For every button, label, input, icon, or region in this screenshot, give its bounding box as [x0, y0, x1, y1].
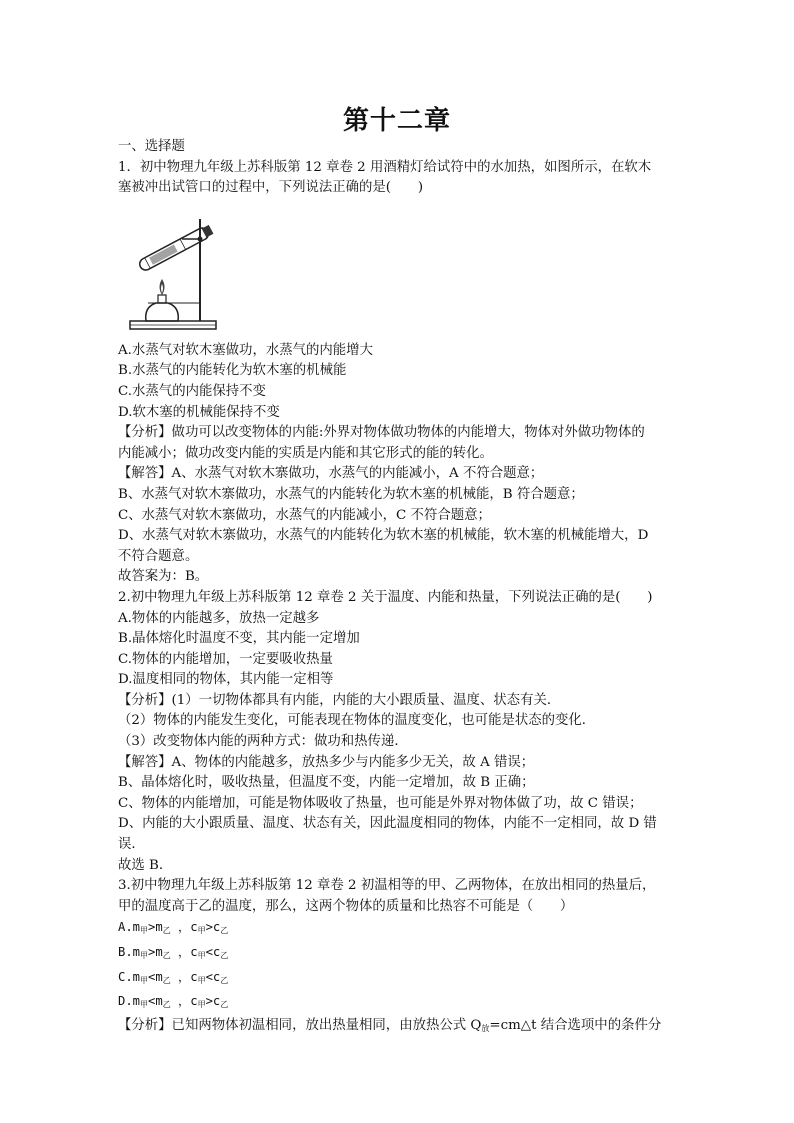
q2-answer-line3: C、物体的内能增加，可能是物体吸收了热量，也可能是外界对物体做了功，故 C 错误； — [118, 795, 643, 811]
q3-stem-line2: 甲的温度高于乙的温度，那么，这两个物体的质量和比热容不可能是（ ） — [118, 898, 574, 914]
q2-option-a: A.物体的内能越多，放热一定越多 — [118, 610, 320, 626]
q3-option-d: $D.m_甲<m_乙$ ，$c_甲>c_乙$ — [118, 994, 229, 1010]
q2-answer-line2: B、晶体熔化时，吸收热量，但温度不变，内能一定增加，故 B 正确； — [118, 775, 535, 791]
q3-option-a: $A.m_甲>m_乙$ ，$c_甲>c_乙$ — [118, 920, 229, 936]
test-tube-heating-figure — [118, 199, 684, 341]
q3-option-b: $B.m_甲>m_乙$ ，$c_甲<c_乙$ — [118, 945, 229, 960]
chapter-title: 第十二章 — [342, 106, 451, 136]
q3-option-c: $C.m_甲<m_乙$ ，$c_甲<c_乙$ — [118, 969, 229, 985]
q2-stem: 2.初中物理九年级上苏科版第 12 章卷 2 关于温度、内能和热量，下列说法正确的是( ) — [118, 589, 653, 605]
q1-option-a: A.水蒸气对软木塞做功，水蒸气的内能增大 — [118, 342, 373, 358]
q2-answer-line1: 【解答】A、物体的内能越多，放热多少与内能多少无关，故 A 错误； — [118, 754, 535, 770]
q1-answer-line4: D、水蒸气对软木寨做功，水蒸气的内能转化为软木塞的机械能，软木塞的机械能增大，D — [118, 528, 649, 544]
q3-stem-line1: 3.初中物理九年级上苏科版第 12 章卷 2 初温相等的甲、乙两物体，在放出相同的热量后， — [118, 878, 656, 894]
q1-answer-line5: 不符合题意。 — [118, 548, 199, 564]
q2-analysis-line2: （2）物体的内能发生变化，可能表现在物体的温度变化，也可能是状态的变化． — [118, 713, 596, 729]
document-body — [118, 137, 684, 1039]
q1-stem-line1: 1．初中物理九年级上苏科版第 12 章卷 2 用酒精灯给试符中的水加热，如图所示，在软木 — [118, 159, 652, 175]
q1-answer-line2: B、水蒸气对软木寨做功，水蒸气的内能转化为软木塞的机械能，B 符合题意； — [118, 486, 584, 502]
q2-final-answer: 故选 B． — [118, 857, 173, 873]
q1-option-c: C.水蒸气的内能保持不变 — [118, 383, 266, 399]
q3-analysis-line1: 【分析】已知两物体初温相同，放出热量相同，由放热公式 $Q_放=cm\triangle t$ 结合选项中的条件分 — [118, 1017, 662, 1033]
q2-answer-line5: 误． — [118, 837, 145, 853]
q2-option-c: C.物体的内能增加，一定要吸收热量 — [118, 651, 333, 667]
section-heading: 一、选择题 — [118, 139, 185, 154]
q1-answer-line3: C、水蒸气对软木寨做功，水蒸气的内能减小，C 不符合题意； — [118, 507, 491, 523]
q1-option-d: D.软木塞的机械能保持不变 — [118, 404, 280, 420]
q1-final-answer: 故答案为：B。 — [118, 569, 209, 585]
q2-answer-line4: D、内能的大小跟质量、温度、状态有关，因此温度相同的物体，内能不一定相同，故 D 错 — [118, 816, 657, 832]
q2-option-b: B.晶体熔化时温度不变，其内能一定增加 — [118, 631, 360, 647]
q2-analysis-line1: 【分析】(1）一切物体都具有内能，内能的大小跟质量、温度、状态有关． — [118, 692, 561, 708]
q1-stem-line2: 塞被冲出试管口的过程中，下列说法正确的是( ) — [118, 180, 424, 196]
q1-answer-line1: 【解答】A、水蒸气对软木寨做功，水蒸气的内能减小，A 不符合题意； — [118, 466, 544, 482]
q1-option-b: B.水蒸气的内能转化为软木塞的机械能 — [118, 363, 347, 379]
q1-analysis-line1: 【分析】做功可以改变物体的内能:外界对物体做功物体的内能增大，物体对外做功物体的 — [118, 425, 645, 441]
apparatus-drawing — [124, 209, 224, 334]
q2-analysis-line3: （3）改变物体内能的两种方式：做功和热传递． — [118, 734, 408, 750]
q1-analysis-line2: 内能减小；做功改变内能的实质是内能和其它形式的能的转化。 — [118, 445, 493, 461]
q2-option-d: D.温度相同的物体，其内能一定相等 — [118, 672, 334, 688]
